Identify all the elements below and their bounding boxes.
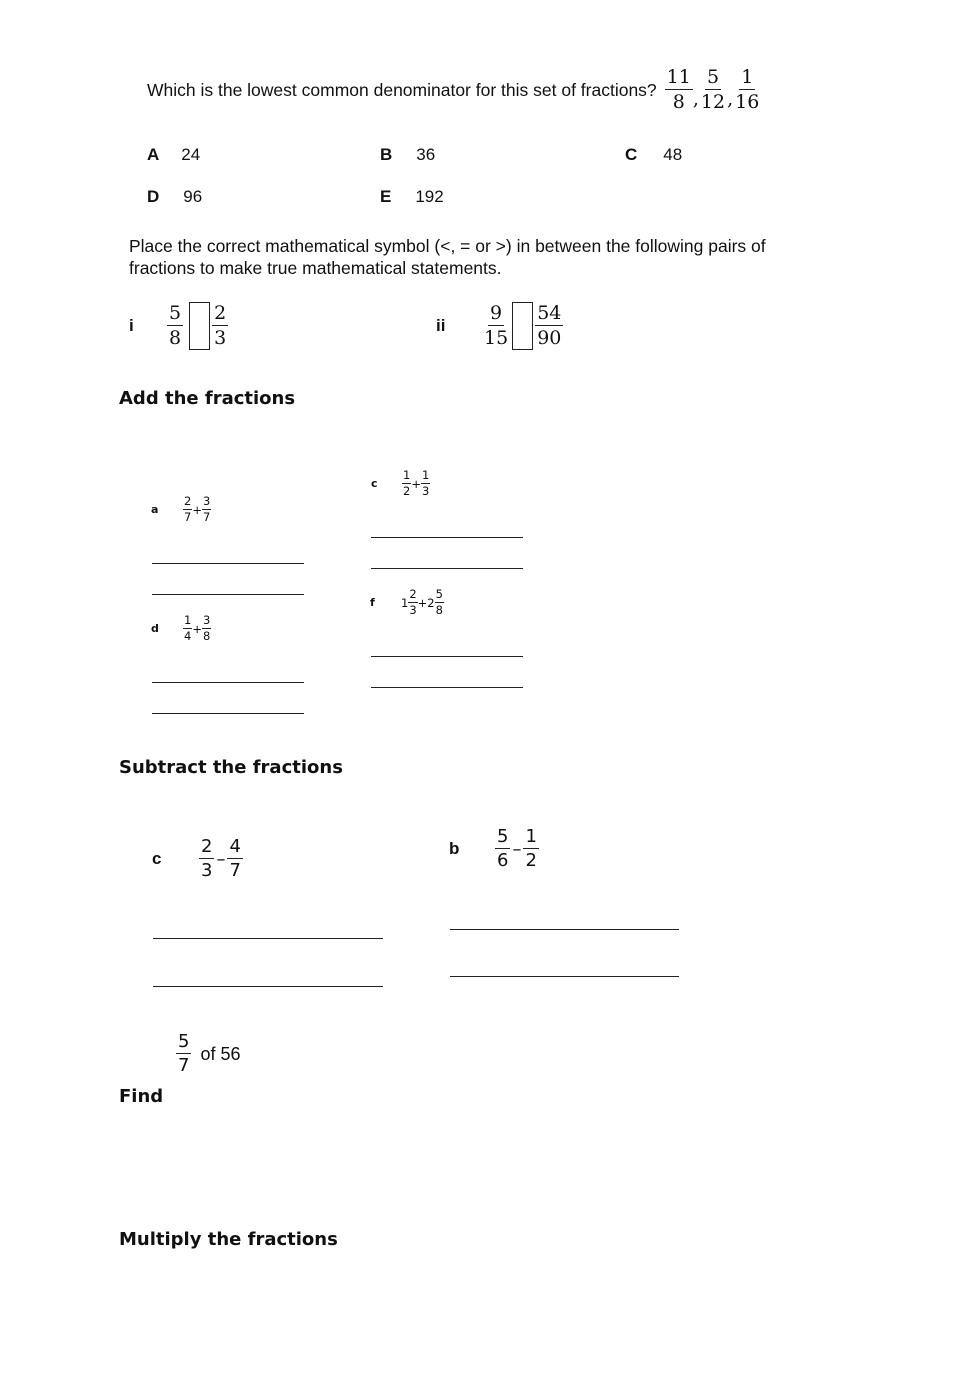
symbol-box[interactable]: [189, 302, 210, 350]
subtract-item-b: b $\frac{5}{6}$ – $\frac{1}{2}$: [449, 826, 537, 871]
comparison-item-ii: ii $\frac{9}{15}$ $\frac{54}{90}$: [436, 302, 562, 349]
add-heading: Add the fractions: [119, 388, 296, 409]
option-b[interactable]: B 36: [380, 145, 436, 164]
add-item-f: f 1 $\frac{2}{3}$ + 2 $\frac{5}{8}$: [370, 587, 443, 617]
find-expression: $\frac{5}{7}$ of 56: [178, 1031, 241, 1076]
option-d[interactable]: D 96: [147, 187, 203, 206]
subtract-heading: Subtract the fractions: [119, 757, 343, 778]
comparison-item-i: i $\frac{5}{8}$ $\frac{2}{3}$: [129, 302, 227, 349]
answer-line[interactable]: [152, 713, 304, 714]
find-label: Find: [119, 1086, 164, 1107]
answer-line[interactable]: [450, 929, 679, 930]
fraction: $\frac{11}{8}$: [666, 66, 691, 113]
fraction: $\frac{5}{12}$: [700, 66, 726, 113]
lcd-question-text: Which is the lowest common denominator for this set of fractions?: [147, 79, 657, 100]
answer-line[interactable]: [450, 976, 679, 977]
answer-line[interactable]: [371, 687, 523, 688]
comparison-instruction: Place the correct mathematical symbol (<, = or >) in between the following pairs of fractions to make true mathematical statements.: [129, 236, 766, 278]
fraction: $\frac{2}{3}$: [214, 302, 227, 349]
lcd-question: [147, 68, 761, 112]
answer-line[interactable]: [152, 682, 304, 683]
answer-line[interactable]: [152, 594, 304, 595]
add-item-c: c $\frac{1}{2}$ + $\frac{1}{3}$: [371, 468, 430, 498]
fraction: $\frac{9}{15}$: [484, 302, 509, 349]
fraction: $\frac{5}{8}$: [169, 302, 182, 349]
option-c[interactable]: C 48: [625, 145, 683, 164]
fraction: $\frac{54}{90}$: [537, 302, 562, 349]
fraction: $\frac{1}{16}$: [735, 66, 760, 113]
answer-line[interactable]: [371, 537, 523, 538]
add-item-d: d $\frac{1}{4}$ + $\frac{3}{8}$: [151, 613, 211, 643]
answer-line[interactable]: [371, 568, 523, 569]
option-a[interactable]: A 24: [147, 145, 201, 164]
subtract-item-c: c $\frac{2}{3}$ – $\frac{4}{7}$: [152, 836, 241, 881]
multiply-heading: Multiply the fractions: [119, 1229, 338, 1250]
add-item-a: a $\frac{2}{7}$ + $\frac{3}{7}$: [151, 494, 211, 524]
option-e[interactable]: E 192: [380, 187, 444, 206]
answer-line[interactable]: [153, 938, 383, 939]
answer-line[interactable]: [152, 563, 304, 564]
answer-line[interactable]: [153, 986, 383, 987]
lcd-fraction-set: $\frac{11}{8}$ , $\frac{5}{12}$ , $\frac{1}{16}$: [666, 66, 760, 113]
symbol-box[interactable]: [512, 302, 533, 350]
answer-line[interactable]: [371, 656, 523, 657]
